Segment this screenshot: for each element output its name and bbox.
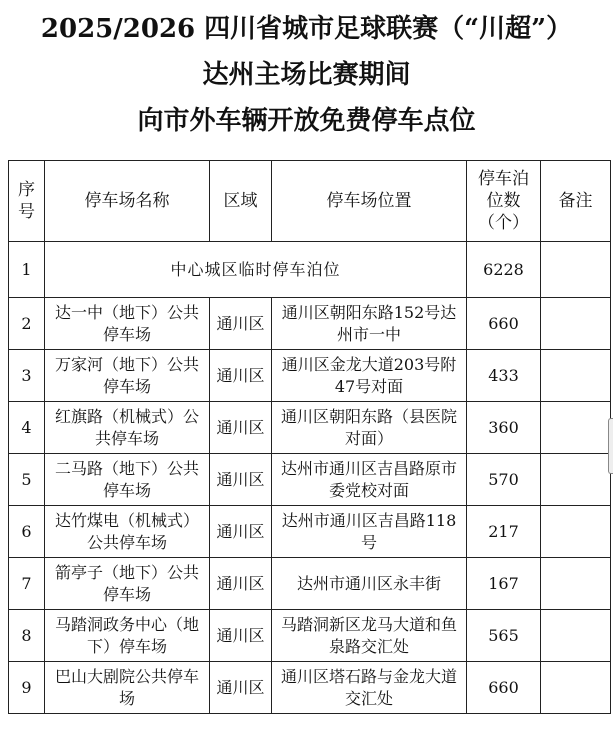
- cell-district: 通川区: [210, 662, 272, 714]
- header-spaces: 停车泊位数（个）: [467, 161, 541, 242]
- cell-name: 达一中（地下）公共停车场: [45, 298, 210, 350]
- cell-index: 3: [9, 350, 45, 402]
- cell-index: 4: [9, 402, 45, 454]
- parking-table: [8, 160, 611, 714]
- cell-spaces: 217: [467, 506, 541, 558]
- cell-name: 红旗路（机械式）公共停车场: [45, 402, 210, 454]
- cell-index: 8: [9, 610, 45, 662]
- cell-remarks: [541, 298, 611, 350]
- cell-district: 通川区: [210, 506, 272, 558]
- header-district: 区域: [210, 161, 272, 242]
- cell-location: 达州市通川区吉昌路原市委党校对面: [272, 454, 467, 506]
- header-index: 序号: [9, 161, 45, 242]
- summary-spaces: 6228: [467, 242, 541, 298]
- cell-spaces: 360: [467, 402, 541, 454]
- cell-index: 2: [9, 298, 45, 350]
- cell-index: 6: [9, 506, 45, 558]
- cell-location: 通川区金龙大道203号附47号对面: [272, 350, 467, 402]
- cell-index: 9: [9, 662, 45, 714]
- table-row: [9, 298, 611, 350]
- header-name: 停车场名称: [45, 161, 210, 242]
- cell-remarks: [541, 610, 611, 662]
- summary-remarks: [541, 242, 611, 298]
- cell-name: 巴山大剧院公共停车场: [45, 662, 210, 714]
- cell-district: 通川区: [210, 298, 272, 350]
- cell-name: 马踏洞政务中心（地下）停车场: [45, 610, 210, 662]
- cell-index: 7: [9, 558, 45, 610]
- table-row: [9, 402, 611, 454]
- cell-location: 马踏洞新区龙马大道和鱼泉路交汇处: [272, 610, 467, 662]
- cell-name: 达竹煤电（机械式）公共停车场: [45, 506, 210, 558]
- cell-name: 箭亭子（地下）公共停车场: [45, 558, 210, 610]
- title-line-2: 达州主场比赛期间: [202, 60, 411, 90]
- cell-name: 二马路（地下）公共停车场: [45, 454, 210, 506]
- cell-remarks: [541, 454, 611, 506]
- cell-spaces: 660: [467, 298, 541, 350]
- title-line-3: 向市外车辆开放免费停车点位: [137, 106, 476, 136]
- cell-district: 通川区: [210, 402, 272, 454]
- summary-label: 中心城区临时停车泊位: [45, 242, 467, 298]
- cell-location: 达州市通川区永丰街: [272, 558, 467, 610]
- side-scroll-tab[interactable]: [608, 418, 613, 474]
- header-location: 停车场位置: [272, 161, 467, 242]
- cell-remarks: [541, 558, 611, 610]
- cell-remarks: [541, 350, 611, 402]
- cell-index: 5: [9, 454, 45, 506]
- cell-location: 通川区塔石路与金龙大道交汇处: [272, 662, 467, 714]
- cell-remarks: [541, 402, 611, 454]
- table-row: [9, 350, 611, 402]
- cell-location: 通川区朝阳东路152号达州市一中: [272, 298, 467, 350]
- table-row: [9, 610, 611, 662]
- cell-remarks: [541, 506, 611, 558]
- table-header-row: [9, 161, 611, 242]
- cell-district: 通川区: [210, 454, 272, 506]
- header-remarks: 备注: [541, 161, 611, 242]
- cell-location: 达州市通川区吉昌路118号: [272, 506, 467, 558]
- table-row: [9, 558, 611, 610]
- summary-row: [9, 242, 611, 298]
- cell-district: 通川区: [210, 558, 272, 610]
- cell-district: 通川区: [210, 350, 272, 402]
- title-line-1: 2025/2026 四川省城市足球联赛（“川超”）: [40, 14, 573, 44]
- cell-district: 通川区: [210, 610, 272, 662]
- summary-index: 1: [9, 242, 45, 298]
- cell-spaces: 660: [467, 662, 541, 714]
- cell-spaces: 167: [467, 558, 541, 610]
- table-row: [9, 454, 611, 506]
- table-row: [9, 506, 611, 558]
- cell-location: 通川区朝阳东路（县医院对面）: [272, 402, 467, 454]
- cell-spaces: 433: [467, 350, 541, 402]
- table-row: [9, 662, 611, 714]
- cell-spaces: 565: [467, 610, 541, 662]
- cell-remarks: [541, 662, 611, 714]
- cell-spaces: 570: [467, 454, 541, 506]
- cell-name: 万家河（地下）公共停车场: [45, 350, 210, 402]
